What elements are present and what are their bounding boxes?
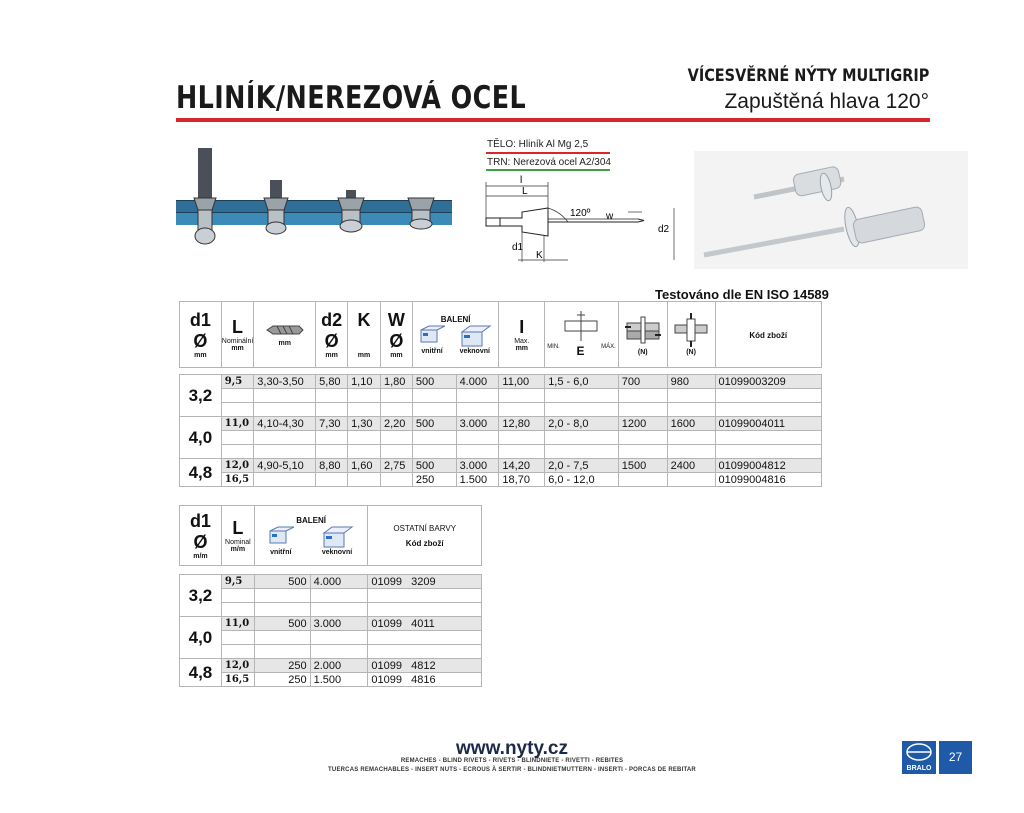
rivet-photo xyxy=(694,151,968,269)
title-underline xyxy=(176,118,930,122)
diagram-label-d2: d2 xyxy=(658,224,670,235)
diagram-label-w: w xyxy=(606,211,614,222)
diagram-label-d1: d1 xyxy=(512,242,524,253)
product-line-title: VÍCESVĚRNÉ NÝTY MULTIGRIP xyxy=(687,66,929,86)
table-row: 3,2 9,5 3,30-3,50 5,80 1,10 1,80 500 4.000 11,00 1,5 - 6,0 700 980 01099003209 xyxy=(180,375,822,389)
website-link[interactable]: www.nyty.cz xyxy=(456,738,568,759)
table-row: 4,0 11,0 500 3.000 01099 4011 xyxy=(180,617,482,631)
table-row: 16,5 250 1.500 01099 4816 xyxy=(180,673,482,687)
inner-box-icon xyxy=(268,525,296,545)
table-row: 4,8 12,0 4,90-5,10 8,80 1,60 2,75 500 3.000 14,20 2,0 - 7,5 1500 2400 01099004812 xyxy=(180,459,822,473)
other-colors-table xyxy=(179,505,482,687)
page-number: 27 xyxy=(939,741,972,774)
header-baleni: BALENÍ vnitřní veknovní xyxy=(412,302,499,368)
table-row: 4,8 12,0 250 2.000 01099 4812 xyxy=(180,659,482,673)
header-L: L Nominal m/m xyxy=(221,506,254,566)
table-row: 16,5 250 1.500 18,70 6,0 - 12,0 01099004816 xyxy=(180,473,822,487)
bralo-logo-icon xyxy=(902,741,936,763)
drill-icon xyxy=(265,323,305,337)
table-row: 4,0 11,0 4,10-4,30 7,30 1,30 2,20 500 3.000 12,80 2,0 - 8,0 1200 1600 01099004011 xyxy=(180,417,822,431)
shear-force-icon xyxy=(623,313,663,349)
footer-products-line2: TUERCAS REMACHABLES - INSERT NUTS - ECROUS À SERTIR - BLINDNIETMUTTERN - INSERTI - PORCAS DE REBITAR xyxy=(328,767,696,773)
bralo-logo: BRALO xyxy=(902,741,936,774)
outer-box-icon xyxy=(322,525,354,549)
rivet-cross-section-image xyxy=(172,140,456,252)
table-row: 3,2 9,5 500 4.000 01099 3209 xyxy=(180,575,482,589)
grip-range-icon xyxy=(561,311,601,341)
header-kod: Kód zboží xyxy=(715,302,822,368)
outer-box-icon xyxy=(460,324,492,348)
body-material-underline xyxy=(486,152,610,154)
rivet-spec-table xyxy=(179,301,822,487)
body-material: TĚLO: Hliník Al Mg 2,5 xyxy=(487,139,589,150)
header-I: I Max. mm xyxy=(499,302,545,368)
diagram-label-K: K xyxy=(536,250,543,261)
mandrel-material-underline xyxy=(486,169,610,171)
page-title: HLINÍK/NEREZOVÁ OCEL xyxy=(176,80,527,116)
diagram-label-L: L xyxy=(522,186,528,197)
mandrel-material: TRN: Nerezová ocel A2/304 xyxy=(487,157,611,168)
header-L: L Nominální mm xyxy=(221,302,254,368)
diagram-label-angle: 120º xyxy=(570,208,591,219)
table-header-row xyxy=(180,506,482,566)
header-d2: d2 Ø mm xyxy=(316,302,348,368)
header-W: W Ø mm xyxy=(380,302,412,368)
header-d1: d1 Ø mm xyxy=(180,302,222,368)
tensile-force-icon xyxy=(671,313,711,349)
product-head-type: Zapuštěná hlava 120° xyxy=(724,90,929,113)
header-shear: (N) xyxy=(618,302,667,368)
inner-box-icon xyxy=(419,324,447,344)
header-K: K mm xyxy=(348,302,381,368)
diagram-label-l: l xyxy=(520,175,523,186)
header-d1: d1 Ø m/m xyxy=(180,506,222,566)
footer-products-line1: REMACHES - BLIND RIVETS - RIVETS - BLINDNIETE - RIVETTI - REBITES xyxy=(400,758,624,764)
header-E: MIN. E MÁX. xyxy=(545,302,619,368)
header-tensile: (N) xyxy=(667,302,715,368)
header-ostatni: OSTATNÍ BARVY Kód zboží xyxy=(368,506,482,566)
header-drill: mm xyxy=(254,302,316,368)
header-baleni: BALENÍ vnitřní veknovní xyxy=(254,506,368,566)
table-header-row xyxy=(180,302,822,368)
test-standard: Testováno dle EN ISO 14589 xyxy=(655,287,829,302)
rivet-dimension-diagram xyxy=(478,172,682,268)
